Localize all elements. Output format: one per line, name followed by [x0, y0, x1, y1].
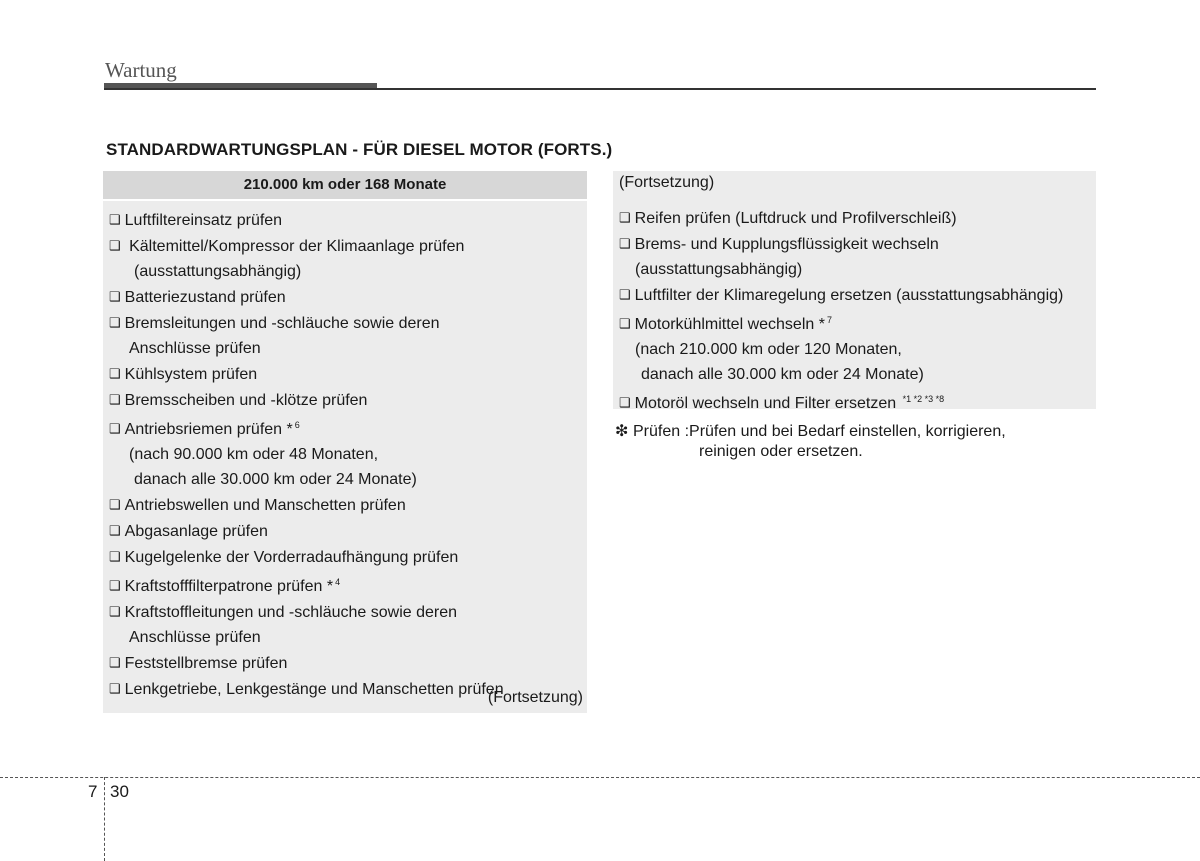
list-item [109, 676, 504, 702]
page-heading: STANDARDWARTUNGSPLAN - FÜR DIESEL MOTOR (FORTS.) [106, 140, 613, 159]
checkbox-icon: ❑ [109, 238, 121, 253]
inspection-note [615, 422, 1006, 462]
list-item [619, 205, 1063, 231]
item-continuation: (ausstattungsabhängig) [134, 263, 302, 280]
checkbox-icon: ❑ [109, 578, 121, 593]
item-text: Motoröl wechseln und Filter ersetzen [634, 395, 901, 412]
item-continuation: danach alle 30.000 km oder 24 Monate) [134, 471, 417, 488]
list-item [109, 310, 504, 361]
list-item [109, 518, 504, 544]
checkbox-icon: ❑ [619, 210, 631, 225]
list-item [109, 413, 504, 492]
item-text: Kugelgelenke der Vorderradaufhängung prüfen [124, 549, 459, 566]
item-text: Antriebswellen und Manschetten prüfen [124, 497, 406, 514]
list-item [109, 361, 504, 387]
continuation-label: (Fortsetzung) [487, 689, 583, 706]
note-term: Prüfen : [633, 423, 690, 440]
chapter-number: 7 [88, 782, 98, 801]
item-text: Reifen prüfen (Luftdruck und Profilverschleiß) [634, 210, 957, 227]
checkbox-icon: ❑ [109, 523, 121, 538]
item-text: Bremsscheiben und -klötze prüfen [124, 392, 368, 409]
note-text-continued: reinigen oder ersetzen. [699, 443, 863, 460]
note-text: Prüfen und bei Bedarf einstellen, korrigieren, [689, 423, 1006, 440]
item-text: Kraftstofffilterpatrone prüfen * [124, 578, 334, 595]
checkbox-icon: ❑ [109, 366, 121, 381]
checkbox-icon: ❑ [109, 497, 121, 512]
checklist-left [109, 207, 504, 702]
section-title: Wartung [105, 58, 177, 82]
continuation-label: (Fortsetzung) [619, 174, 715, 191]
list-item [109, 650, 504, 676]
footnote-ref: 4 [335, 577, 341, 587]
checkbox-icon: ❑ [619, 395, 631, 410]
item-text: Kältemittel/Kompressor der Klimaanlage prüfen [124, 238, 465, 255]
header-rule [104, 88, 1096, 90]
list-item [109, 492, 504, 518]
item-text: Bremsleitungen und -schläuche sowie deren [124, 315, 440, 332]
item-text: Lenkgetriebe, Lenkgestänge und Manschetten prüfen [124, 681, 504, 698]
item-continuation: Anschlüsse prüfen [129, 340, 261, 357]
footnote-ref: 7 [826, 315, 832, 325]
footer-divider [0, 777, 1200, 778]
checkbox-icon: ❑ [109, 315, 121, 330]
checkbox-icon: ❑ [109, 604, 121, 619]
list-item [109, 544, 504, 570]
checkbox-icon: ❑ [109, 289, 121, 304]
footer-margin-line [104, 777, 105, 861]
list-item [109, 207, 504, 233]
item-text: Luftfilter der Klimaregelung ersetzen (ausstattungsabhängig) [634, 287, 1064, 304]
item-continuation: (nach 90.000 km oder 48 Monaten, [129, 446, 379, 463]
list-item [109, 233, 504, 284]
checkbox-icon: ❑ [109, 212, 121, 227]
checkbox-icon: ❑ [109, 549, 121, 564]
checkbox-icon: ❑ [109, 392, 121, 407]
list-item [109, 599, 504, 650]
item-text: Batteriezustand prüfen [124, 289, 286, 306]
item-text: Kühlsystem prüfen [124, 366, 258, 383]
item-text: Luftfiltereinsatz prüfen [124, 212, 283, 229]
item-text: Motorkühlmittel wechseln * [634, 316, 825, 333]
list-item [619, 387, 1063, 416]
item-continuation: (ausstattungsabhängig) [635, 261, 803, 278]
checkbox-icon: ❑ [109, 681, 121, 696]
checkbox-icon: ❑ [109, 421, 121, 436]
item-text: Abgasanlage prüfen [124, 523, 268, 540]
asterism-icon: ❇ [615, 423, 629, 440]
item-text: Brems- und Kupplungsflüssigkeit wechseln [634, 236, 939, 253]
maintenance-panel-left [103, 171, 587, 713]
item-text: Kraftstoffleitungen und -schläuche sowie deren [124, 604, 458, 621]
checklist-right [619, 205, 1063, 416]
list-item [109, 570, 504, 599]
interval-heading: 210.000 km oder 168 Monate [103, 171, 587, 201]
list-item [619, 231, 1063, 282]
checkbox-icon: ❑ [109, 655, 121, 670]
item-continuation: danach alle 30.000 km oder 24 Monate) [641, 366, 924, 383]
list-item [109, 387, 504, 413]
page-number: 30 [110, 782, 129, 801]
item-text: Antriebsriemen prüfen * [124, 421, 293, 438]
list-item [619, 308, 1063, 387]
item-continuation: (nach 210.000 km oder 120 Monaten, [635, 341, 902, 358]
list-item [109, 284, 504, 310]
checkbox-icon: ❑ [619, 287, 631, 302]
item-text: Feststellbremse prüfen [124, 655, 288, 672]
checkbox-icon: ❑ [619, 236, 631, 251]
list-item [619, 282, 1063, 308]
maintenance-panel-right [613, 171, 1096, 412]
footnote-ref: *1 *2 *3 *8 [902, 394, 945, 404]
item-continuation: Anschlüsse prüfen [129, 629, 261, 646]
footnote-ref: 6 [294, 420, 300, 430]
checkbox-icon: ❑ [619, 316, 631, 331]
